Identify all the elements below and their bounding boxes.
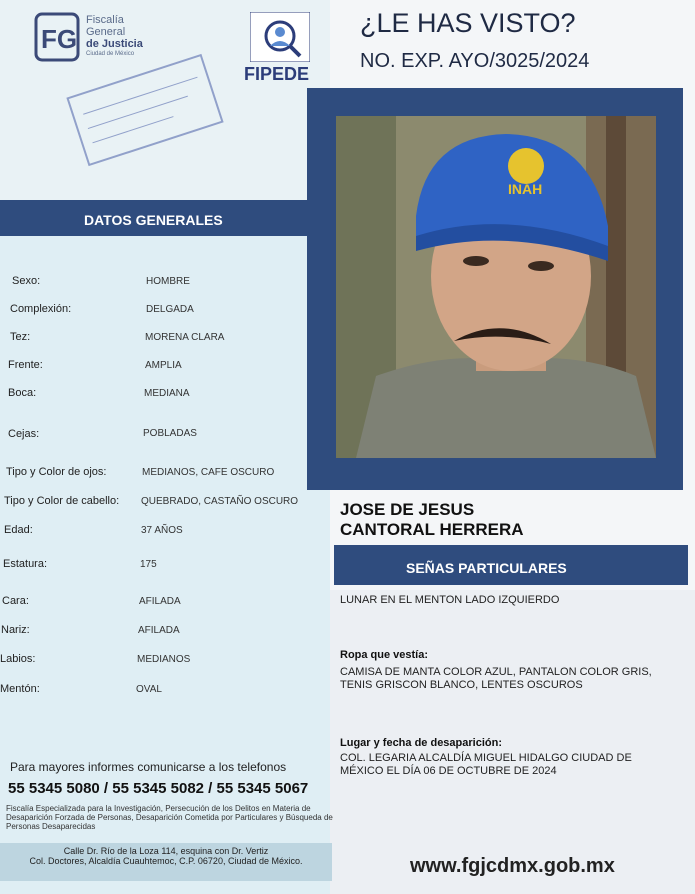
label-cara: Cara: xyxy=(2,595,29,607)
address-line-1: Calle Dr. Río de la Loza 114, esquina con Dr. Vertiz xyxy=(63,846,269,856)
person-name-first: JOSE DE JESUS xyxy=(340,500,475,519)
address xyxy=(0,846,332,866)
value-tez: MORENA CLARA xyxy=(145,332,225,343)
value-sexo: HOMBRE xyxy=(146,276,190,287)
datos-generales-title: DATOS GENERALES xyxy=(84,212,223,228)
label-labios: Labios: xyxy=(0,653,36,665)
phone-numbers: 55 5345 5080 / 55 5345 5082 / 55 5345 5067 xyxy=(8,780,309,797)
value-boca: MEDIANA xyxy=(144,388,190,399)
label-boca: Boca: xyxy=(8,387,37,399)
value-complexion: DELGADA xyxy=(146,304,194,315)
value-labios: MEDIANOS xyxy=(137,654,191,665)
label-ojos: Tipo y Color de ojos: xyxy=(6,466,107,478)
person-name-last: CANTORAL HERRERA xyxy=(340,520,524,539)
fiscalia-logo-text xyxy=(86,14,143,58)
value-cabello: QUEBRADO, CASTAÑO OSCURO xyxy=(141,496,299,507)
value-nariz: AFILADA xyxy=(138,625,180,636)
value-frente: AMPLIA xyxy=(145,360,182,371)
fipede-label: FIPEDE xyxy=(244,64,310,84)
logo-line-3: de Justicia xyxy=(86,38,143,50)
label-nariz: Nariz: xyxy=(1,624,30,636)
logo-line-1: Fiscalía xyxy=(86,14,124,26)
cap-logo-text: INAH xyxy=(508,181,543,197)
senas-particulares-title: SEÑAS PARTICULARES xyxy=(406,560,567,576)
lugar-label: Lugar y fecha de desaparición: xyxy=(340,737,502,749)
headline: ¿LE HAS VISTO? xyxy=(360,8,576,38)
value-ojos: MEDIANOS, CAFE OSCURO xyxy=(142,467,275,478)
label-menton: Mentón: xyxy=(0,683,40,695)
contact-intro: Para mayores informes comunicarse a los telefonos xyxy=(10,760,287,774)
ropa-line-1: CAMISA DE MANTA COLOR AZUL, PANTALON COLOR GRIS, xyxy=(340,666,652,678)
logo-line-4: Ciudad de México xyxy=(86,51,135,57)
lugar-line-2: MÉXICO EL DÍA 06 DE OCTUBRE DE 2024 xyxy=(340,765,557,777)
value-cara: AFILADA xyxy=(139,596,181,607)
fiscalia-description: Fiscalía Especializada para la Investigación, Persecución de los Delitos en Materia de Desaparición Forzada de Personas, Desaparición Cometida por Particulares y Búsqueda de Personas Desaparecidas xyxy=(6,804,333,831)
label-sexo: Sexo: xyxy=(12,275,41,287)
ropa-line-2: TENIS GRISCON BLANCO, LENTES OSCUROS xyxy=(340,679,583,691)
svg-text:FG: FG xyxy=(41,24,78,54)
label-edad: Edad: xyxy=(4,524,33,536)
label-tez: Tez: xyxy=(10,331,31,343)
senas-particulares-text: LUNAR EN EL MENTON LADO IZQUIERDO xyxy=(340,594,560,606)
value-menton: OVAL xyxy=(136,684,162,695)
value-cejas: POBLADAS xyxy=(143,428,197,439)
missing-person-photo xyxy=(336,116,656,458)
ropa-label: Ropa que vestía: xyxy=(340,649,429,661)
label-complexion: Complexión: xyxy=(10,303,72,315)
label-cabello: Tipo y Color de cabello: xyxy=(4,495,120,507)
lugar-line-1: COL. LEGARIA ALCALDÍA MIGUEL HIDALGO CIUDAD DE xyxy=(340,752,632,764)
label-cejas: Cejas: xyxy=(8,428,40,440)
label-frente: Frente: xyxy=(8,359,43,371)
value-estatura: 175 xyxy=(140,559,157,570)
fipede-logo-icon xyxy=(250,12,310,62)
value-edad: 37 AÑOS xyxy=(141,525,183,536)
address-line-2: Col. Doctores, Alcaldía Cuauhtemoc, C.P. 06720, Ciudad de México. xyxy=(29,856,303,866)
logo-line-2: General xyxy=(86,26,126,38)
expediente-number: NO. EXP. AYO/3025/2024 xyxy=(360,50,590,72)
fgj-logo-icon xyxy=(34,12,80,62)
label-estatura: Estatura: xyxy=(3,558,48,570)
website-link[interactable]: www.fgjcdmx.gob.mx xyxy=(410,855,615,877)
